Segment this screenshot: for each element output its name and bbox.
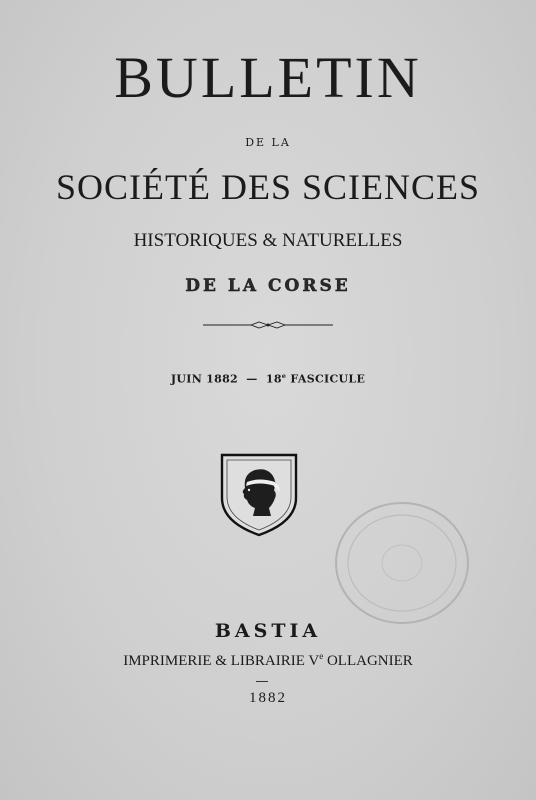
bulletin-title: BULLETIN: [114, 45, 422, 110]
issue-line: [0, 372, 536, 386]
printer-superscript: e: [319, 651, 324, 661]
fascicule-superscript: e: [281, 372, 287, 380]
fascicule-number: 18: [265, 372, 282, 386]
imprint-city: BASTIA: [214, 620, 322, 642]
society-title: SOCIÉTÉ DES SCIENCES: [55, 167, 481, 207]
issue-separator: —: [246, 372, 258, 386]
issue-date: JUIN 1882: [170, 372, 239, 386]
de-la-text: DE LA: [245, 136, 291, 149]
printer-name-start: IMPRIMERIE & LIBRAIRIE V: [123, 653, 320, 669]
moor-head-shield-icon: [219, 452, 299, 538]
fascicule-word: FASCICULE: [290, 372, 366, 386]
printer-line: [0, 651, 536, 670]
printer-name-end: OLLAGNIER: [323, 653, 413, 669]
imprint-year: 1882: [249, 690, 287, 706]
library-stamp-icon: [332, 498, 472, 628]
society-subtitle: HISTORIQUES & NATURELLES: [133, 230, 403, 251]
region-title: DE LA CORSE: [185, 276, 351, 296]
ornamental-rule-icon: [203, 318, 333, 332]
imprint-dash: [256, 681, 268, 682]
